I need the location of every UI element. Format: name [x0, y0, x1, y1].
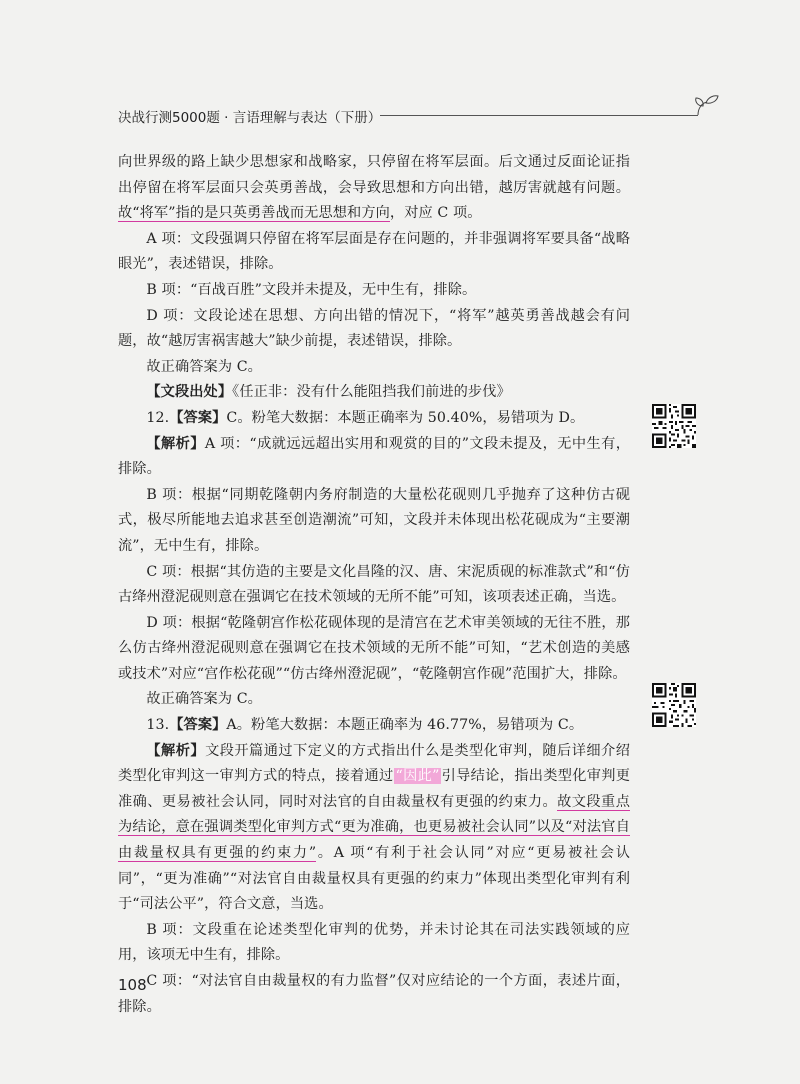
header-title: 决战行测5000题 · 言语理解与表达（下册） — [118, 110, 382, 126]
analysis-label: 【解析】 — [146, 742, 206, 759]
paragraph: C 项：根据“其仿造的主要是文化昌隆的汉、唐、宋泥质砚的标准款式”和“仿古绛州澄泥砚则意在强调它在技术领域的无所不能”可知，该项表述正确，当选。 — [118, 563, 630, 606]
question-number: 12. — [146, 409, 170, 426]
header-rule — [380, 115, 698, 116]
paragraph: B 项：根据“同期乾隆朝内务府制造的大量松花砚则几乎抛弃了这种仿古砚式，极尽所能地去追求甚至创造潮流”可知，文段并未体现出松花砚成为“主要潮流”，无中生有，排除。 — [118, 486, 630, 554]
running-header — [118, 100, 708, 132]
answer-line — [118, 406, 630, 432]
question-number: 13. — [146, 717, 170, 734]
text-run: 。A 项“有利于社会认同”对应“更易被社会认同”，“更为准确”“对法官自由裁量权具有更强的约束力”体现出类型化审判有利于“司法公平”，符合文意，当选。 — [118, 845, 630, 913]
answer-text: A。粉笔大数据：本题正确率为 46.77%，易错项为 C。 — [226, 717, 584, 734]
paragraph: 故正确答案为 C。 — [146, 691, 262, 708]
paragraph: 故正确答案为 C。 — [146, 358, 262, 375]
leaf-icon — [694, 94, 720, 116]
text-run: 引导结论，指出类型化审判更准确、更易被社会认同，同时对法官的自由裁量权有更强的约束力。 — [118, 768, 630, 810]
answer-label: 【答案】 — [169, 409, 227, 426]
answer-line — [118, 713, 630, 739]
source-label: 【文段出处】 — [146, 384, 233, 401]
text-run: 文段开篇通过下定义的方式指出什么是类型化审判，随后详细介绍类型化审判这一审判方式的特点，接着通过 — [118, 742, 630, 785]
analysis-text: A 项：“成就远远超出实用和观赏的目的”文段未提及，无中生有，排除。 — [118, 435, 630, 478]
paragraph: D 项：文段论述在思想、方向出错的情况下，“将军”越英勇善战越会有问题，故“越厉害祸害越大”缺少前提，表述错误，排除。 — [118, 307, 630, 350]
text-run: ，对应 C 项。 — [389, 205, 482, 222]
highlighted-text: “因此” — [395, 768, 440, 785]
qr-code-icon — [652, 404, 696, 448]
paragraph: C 项：“对法官自由裁量权的有力监督”仅对应结论的一个方面，表述片面，排除。 — [118, 973, 630, 1015]
analysis-line — [118, 432, 630, 483]
answer-text: C。粉笔大数据：本题正确率为 50.40%，易错项为 D。 — [226, 409, 585, 426]
underlined-text: 故“将军” — [118, 205, 176, 222]
qr-code-icon — [652, 683, 696, 727]
underlined-text: 故文段重点为结论，意在强调类型化审判方式“更为准确，也更易被社会认同”以及“对法官自由裁量权具有更强的约束力” — [118, 793, 630, 862]
paragraph: B 项：文段重在论述类型化审判的优势，并未讨论其在司法实践领域的应用，该项无中生有，排除。 — [118, 921, 630, 964]
paragraph: D 项：根据“乾隆朝宫作松花砚体现的是清宫在艺术审美领域的无往不胜，那么仿古绛州澄泥砚则意在强调它在技术领域的无所不能”可知，“艺术创造的美感或技术”对应“宫作松花砚”“仿古绛州澄泥砚”，“乾隆朝宫作砚”范围扩大，排除。 — [118, 614, 630, 682]
text-run: 向世界级的路上缺少思想家和战略家，只停留在将军层面。后文通过反面论证指出停留在将军层面只会英勇善战，会导致思想和方向出错，越厉害就越有问题。 — [118, 154, 630, 196]
source-line — [118, 380, 630, 406]
paragraph — [118, 150, 630, 227]
analysis-paragraph — [118, 739, 630, 918]
analysis-label: 【解析】 — [146, 435, 205, 452]
source-title: 《任正非：没有什么能阻挡我们前进的步伐》 — [232, 384, 511, 401]
answer-label: 【答案】 — [169, 717, 227, 734]
body-text — [118, 150, 630, 1020]
page-number: 108 — [118, 976, 147, 994]
paragraph: A 项：文段强调只停留在将军层面是存在问题的，并非强调将军要具备“战略眼光”，表述错误，排除。 — [118, 230, 630, 273]
paragraph: B 项：“百战百胜”文段并未提及，无中生有，排除。 — [146, 281, 477, 298]
underlined-text: 指的是只英勇善战而无思想和方向 — [175, 205, 390, 222]
